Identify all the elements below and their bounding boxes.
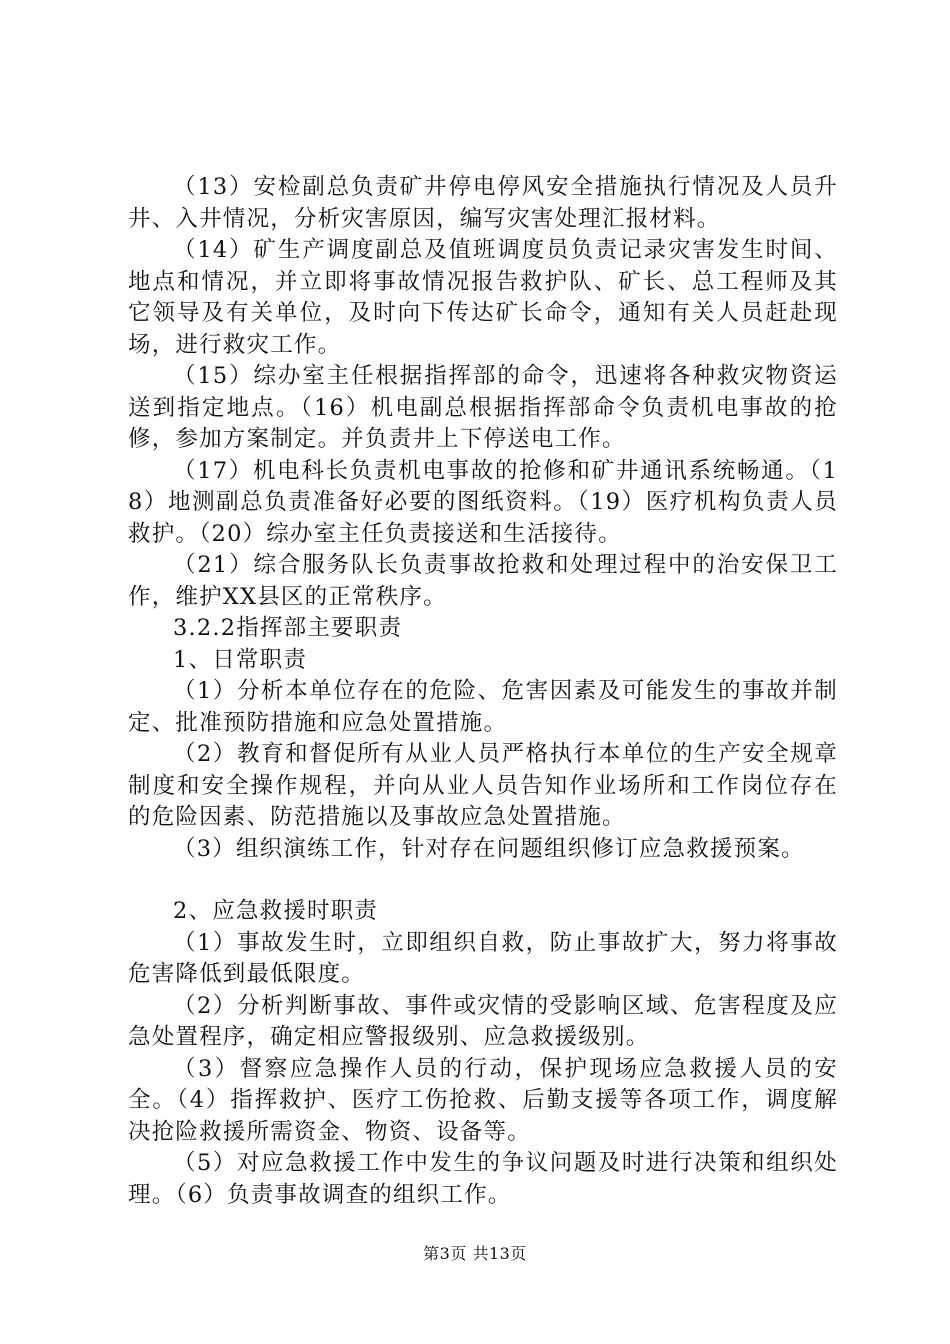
page-number-footer: 第3页 共13页 [423, 1244, 527, 1263]
paragraph-13: （13）安检副总负责矿井停电停风安全措施执行情况及人员升井、入井情况，分析灾害原因，编写灾害处理汇报材料。 [128, 174, 838, 232]
daily-item-3: （3）组织演练工作，针对存在问题组织修订应急救援预案。 [173, 835, 805, 862]
daily-item-1: （1）分析本单位存在的危险、危害因素及可能发生的事故并制定、批准预防措施和应急处置措施。 [128, 678, 838, 736]
paragraph-17-20: （17）机电科长负责机电事故的抢修和矿井通讯系统畅通。（18）地测副总负责准备好必要的图纸资料。（19）医疗机构负责人员救护。（20）综办室主任负责接送和生活接待。 [128, 457, 838, 547]
daily-item-2: （2）教育和督促所有从业人员严格执行本单位的生产安全规章制度和安全操作规程，并向从业人员告知作业场所和工作岗位存在的危险因素、防范措施以及事故应急处置措施。 [128, 741, 838, 830]
emergency-item-1: （1）事故发生时，立即组织自救，防止事故扩大，努力将事故危害降低到最低限度。 [128, 929, 838, 987]
paragraph-14: （14）矿生产调度副总及值班调度员负责记录灾害发生时间、地点和情况，并立即将事故情况报告救护队、矿长、总工程师及其它领导及有关单位，及时向下传达矿长命令，通知有关人员赶赴现场，进行救灾工作。 [128, 237, 838, 358]
emergency-duties-heading: 2、应急救援时职责 [173, 898, 379, 924]
emergency-item-2: （2）分析判断事故、事件或灾情的受影响区域、危害程度及应急处置程序，确定相应警报级别、应急救援级别。 [128, 992, 838, 1050]
emergency-item-3-4: （3）督察应急操作人员的行动，保护现场应急救援人员的安全。（4）指挥救护、医疗工伤抢救、后勤支援等各项工作，调度解决抢险救援所需资金、物资、设备等。 [128, 1055, 838, 1145]
section-heading: 3.2.2指挥部主要职责 [173, 615, 403, 641]
paragraph-15-16: （15）综办室主任根据指挥部的命令，迅速将各种救灾物资运送到指定地点。（16）机电副总根据指挥部命令负责机电事故的抢修，参加方案制定。并负责井上下停送电工作。 [128, 363, 838, 452]
daily-duties-heading: 1、日常职责 [173, 646, 308, 673]
document-body [128, 172, 838, 1211]
paragraph-21: （21）综合服务队长负责事故抢救和处理过程中的治安保卫工作，维护XX县区的正常秩序。 [128, 552, 838, 610]
paragraph-spacer [128, 865, 838, 896]
emergency-item-5-6: （5）对应急救援工作中发生的争议问题及时进行决策和组织处理。（6）负责事故调查的组织工作。 [128, 1150, 838, 1208]
